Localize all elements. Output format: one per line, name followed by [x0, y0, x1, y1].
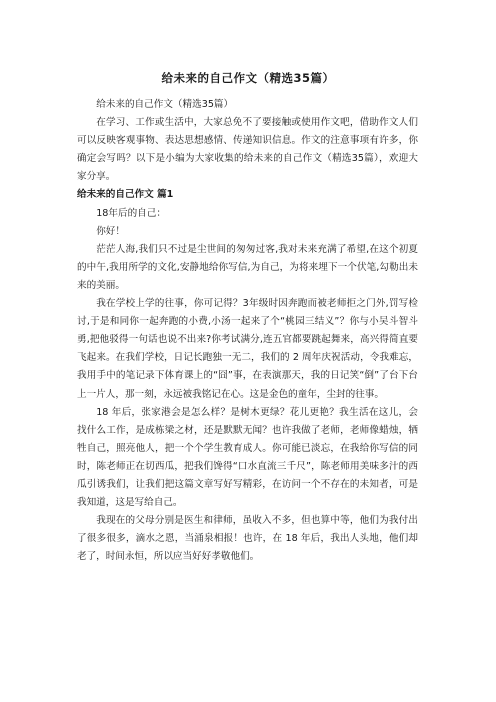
- document-body: [77, 96, 418, 566]
- paragraph-greeting: 你好！: [96, 225, 125, 237]
- paragraph-doc-name: 给未来的自己作文（精选35篇）: [96, 99, 234, 110]
- paragraph: 茫茫人海,我们只不过是尘世间的匆匆过客,我对未来充满了希望,在这个初夏的中午,我用所学的文化,安静地给你写信,为自己，为将来埋下一个伏笔,勾勒出未来的美丽。: [77, 243, 418, 291]
- paragraph: 18 年后，张家港会是怎么样？是树木更绿？花儿更艳？我生活在这儿，会找什么工作，是成栋梁之材，还是默默无闻？也许我做了老师，老师像蜡烛，牺牲自己，照亮他人，把一个个学生教育成人。你可能已淡忘，在我给你写信的同时，陈老师正在切西瓜，把我们馋得“口水直流三千尺”，陈老师用美味多汁的西瓜引诱我们，让我们把这篇文章写好写精彩，在访问一个不存在的未知者，可是我知道，这是写给自己。: [77, 406, 418, 509]
- paragraph: 我现在的父母分别是医生和律师，虽收入不多，但也算中等，他们为我付出了很多很多，滴水之恩，当涌泉相报！也许，在 18 年后，我出人头地，他们却老了，时间永恒，所以应当好好孝敬他们。: [77, 515, 418, 563]
- document-title: 给未来的自己作文（精选35篇）: [161, 71, 335, 85]
- paragraph: 我在学校上学的往事，你可记得？3年级时因奔跑而被老师拒之门外,罚写检讨,于是和同你一起奔跑的小费,小汤一起来了个“桃园三结义”？你与小吴斗智斗勇,把他驳得一句话也说不出来?你考试满分,连五官都要跳起舞来，高兴得简直要飞起来。在我们学校，日记长跑独一无二，我们的 2 周年庆祝活动，令我难忘，我用手中的笔记录下体育课上的“囧”事，在表演那天，我的日记笑“倒”了台下台上一片人，那一刻，永远被我铭记在心。这是金色的童年，尘封的往事。: [77, 298, 418, 400]
- paragraph-intro: 在学习、工作或生活中，大家总免不了要接触或使用作文吧，借助作文人们可以反映客观事物、表达思想感情、传递知识信息。作文的注意事项有许多，你确定会写吗？以下是小编为大家收集的给未来的自己作文（精选35篇），欢迎大家分享。: [77, 117, 418, 183]
- paragraph-salutation: 18年后的自己：: [96, 207, 166, 219]
- section-heading: 给未来的自己作文 篇1: [77, 189, 174, 201]
